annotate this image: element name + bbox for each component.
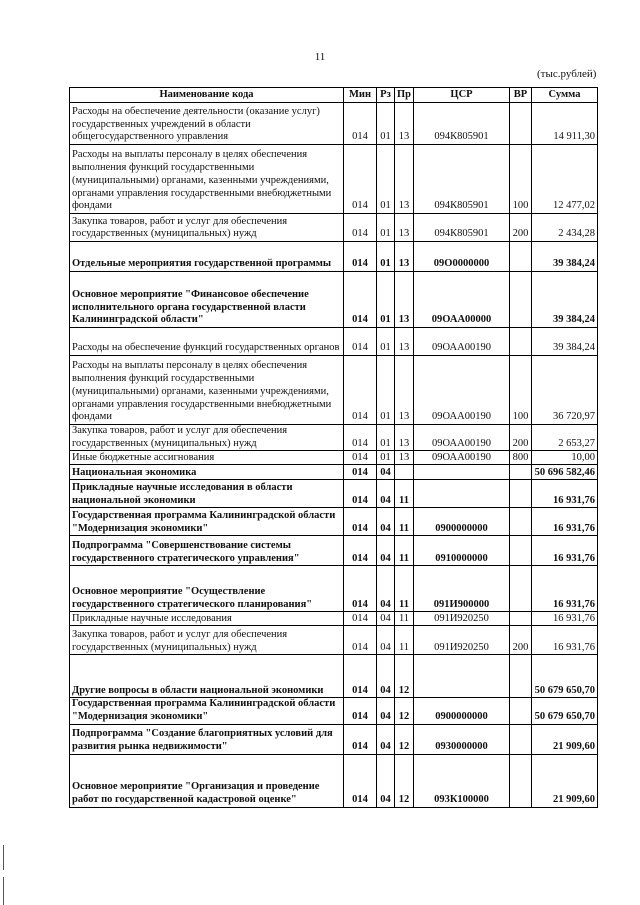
- cell-vr: [510, 242, 532, 272]
- cell-name: Расходы на выплаты персоналу в целях обеспечения выполнения функций государственными (муниципальными) органами, казенными учреждениями, органами управления государственными внебюджетными фондами: [70, 356, 344, 425]
- cell-csr: 094К805901: [414, 145, 510, 214]
- cell-vr: 800: [510, 451, 532, 465]
- cell-sum: 12 477,02: [532, 145, 598, 214]
- table-row: [70, 272, 598, 328]
- cell-pr: 12: [395, 724, 414, 754]
- cell-vr: [510, 328, 532, 356]
- cell-pr: 12: [395, 655, 414, 698]
- cell-csr: 091И920250: [414, 612, 510, 626]
- cell-min: 014: [344, 242, 377, 272]
- cell-min: 014: [344, 612, 377, 626]
- cell-vr: 200: [510, 214, 532, 242]
- table-row: [70, 242, 598, 272]
- cell-pr: 11: [395, 480, 414, 508]
- cell-vr: 100: [510, 356, 532, 425]
- cell-name: Национальная экономика: [70, 465, 344, 480]
- cell-rz: 04: [377, 754, 395, 807]
- cell-csr: 0900000000: [414, 508, 510, 536]
- cell-rz: 04: [377, 480, 395, 508]
- cell-vr: 200: [510, 626, 532, 655]
- header-vr: ВР: [510, 88, 532, 103]
- units-label: (тыс.рублей): [537, 68, 597, 80]
- cell-min: 014: [344, 508, 377, 536]
- cell-rz: 04: [377, 536, 395, 566]
- header-sum: Сумма: [532, 88, 598, 103]
- cell-vr: [510, 272, 532, 328]
- header-name: Наименование кода: [70, 88, 344, 103]
- cell-sum: 16 931,76: [532, 566, 598, 612]
- cell-min: 014: [344, 328, 377, 356]
- cell-min: 014: [344, 451, 377, 465]
- cell-sum: 50 679 650,70: [532, 655, 598, 698]
- cell-csr: 09ОАА00000: [414, 272, 510, 328]
- cell-vr: [510, 536, 532, 566]
- budget-table: [69, 87, 598, 808]
- cell-sum: 36 720,97: [532, 356, 598, 425]
- cell-name: Подпрограмма "Совершенствование системы государственного стратегического управления": [70, 536, 344, 566]
- cell-pr: 13: [395, 328, 414, 356]
- cell-csr: [414, 480, 510, 508]
- table-row: [70, 451, 598, 465]
- cell-sum: 16 931,76: [532, 480, 598, 508]
- table-row: [70, 508, 598, 536]
- cell-sum: 39 384,24: [532, 242, 598, 272]
- cell-pr: 13: [395, 272, 414, 328]
- cell-rz: 04: [377, 612, 395, 626]
- cell-min: 014: [344, 536, 377, 566]
- cell-rz: 04: [377, 465, 395, 480]
- cell-csr: 09ОАА00190: [414, 328, 510, 356]
- cell-csr: 09О0000000: [414, 242, 510, 272]
- cell-name: Закупка товаров, работ и услуг для обеспечения государственных (муниципальных) нужд: [70, 626, 344, 655]
- cell-min: 014: [344, 356, 377, 425]
- cell-pr: 11: [395, 626, 414, 655]
- cell-min: 014: [344, 724, 377, 754]
- cell-min: 014: [344, 103, 377, 145]
- cell-rz: 04: [377, 508, 395, 536]
- cell-pr: 13: [395, 242, 414, 272]
- cell-min: 014: [344, 145, 377, 214]
- cell-csr: [414, 465, 510, 480]
- table-row: [70, 145, 598, 214]
- cell-csr: 09ОАА00190: [414, 451, 510, 465]
- cell-sum: 16 931,76: [532, 536, 598, 566]
- cell-csr: 0900000000: [414, 698, 510, 724]
- page-number: 11: [314, 51, 326, 63]
- cell-name: Расходы на обеспечение деятельности (оказание услуг) государственных учреждений в области общегосударственного управления: [70, 103, 344, 145]
- cell-sum: 10,00: [532, 451, 598, 465]
- cell-pr: 13: [395, 145, 414, 214]
- table-row: [70, 356, 598, 425]
- table-row: [70, 655, 598, 698]
- table-row: [70, 465, 598, 480]
- cell-sum: 14 911,30: [532, 103, 598, 145]
- cell-name: Расходы на выплаты персоналу в целях обеспечения выполнения функций государственными (муниципальными) органами, казенными учреждениями, органами управления государственными внебюджетными фондами: [70, 145, 344, 214]
- cell-vr: [510, 566, 532, 612]
- cell-pr: 13: [395, 214, 414, 242]
- cell-csr: 091И920250: [414, 626, 510, 655]
- cell-sum: 2 653,27: [532, 425, 598, 451]
- table-row: [70, 536, 598, 566]
- cell-name: Закупка товаров, работ и услуг для обеспечения государственных (муниципальных) нужд: [70, 214, 344, 242]
- table-row: [70, 698, 598, 724]
- cell-pr: 11: [395, 612, 414, 626]
- cell-pr: 13: [395, 425, 414, 451]
- cell-rz: 01: [377, 328, 395, 356]
- cell-name: Подпрограмма "Создание благоприятных условий для развития рынка недвижимости": [70, 724, 344, 754]
- cell-name: Основное мероприятие "Финансовое обеспечение исполнительного органа государственной власти Калининградской области": [70, 272, 344, 328]
- table-row: [70, 214, 598, 242]
- cell-sum: 21 909,60: [532, 724, 598, 754]
- cell-name: Иные бюджетные ассигнования: [70, 451, 344, 465]
- cell-min: 014: [344, 655, 377, 698]
- cell-rz: 01: [377, 103, 395, 145]
- cell-rz: 01: [377, 242, 395, 272]
- cell-csr: 0910000000: [414, 536, 510, 566]
- table-row: [70, 328, 598, 356]
- cell-min: 014: [344, 698, 377, 724]
- scan-margin-marks: [0, 845, 10, 905]
- cell-vr: [510, 724, 532, 754]
- cell-name: Отдельные мероприятия государственной программы: [70, 242, 344, 272]
- cell-rz: 04: [377, 655, 395, 698]
- cell-name: Закупка товаров, работ и услуг для обеспечения государственных (муниципальных) нужд: [70, 425, 344, 451]
- cell-vr: [510, 655, 532, 698]
- cell-pr: 12: [395, 754, 414, 807]
- cell-rz: 04: [377, 566, 395, 612]
- cell-min: 014: [344, 480, 377, 508]
- cell-vr: [510, 754, 532, 807]
- header-rz: Рз: [377, 88, 395, 103]
- cell-min: 014: [344, 425, 377, 451]
- cell-rz: 01: [377, 425, 395, 451]
- cell-min: 014: [344, 272, 377, 328]
- cell-rz: 04: [377, 724, 395, 754]
- table-row: [70, 626, 598, 655]
- cell-rz: 01: [377, 214, 395, 242]
- cell-csr: 094К805901: [414, 103, 510, 145]
- header-pr: Пр: [395, 88, 414, 103]
- header-min: Мин: [344, 88, 377, 103]
- cell-name: Основное мероприятие "Организация и проведение работ по государственной кадастровой оценке": [70, 754, 344, 807]
- cell-pr: 13: [395, 451, 414, 465]
- cell-pr: 13: [395, 103, 414, 145]
- cell-vr: [510, 698, 532, 724]
- cell-min: 014: [344, 626, 377, 655]
- cell-name: Прикладные научные исследования: [70, 612, 344, 626]
- cell-csr: 09ОАА00190: [414, 425, 510, 451]
- cell-csr: [414, 655, 510, 698]
- cell-pr: 12: [395, 698, 414, 724]
- cell-min: 014: [344, 754, 377, 807]
- cell-csr: 091И900000: [414, 566, 510, 612]
- cell-name: Основное мероприятие "Осуществление государственного стратегического планирования": [70, 566, 344, 612]
- cell-vr: [510, 508, 532, 536]
- cell-sum: 50 679 650,70: [532, 698, 598, 724]
- cell-pr: 13: [395, 356, 414, 425]
- table-row: [70, 480, 598, 508]
- cell-csr: 09ОАА00190: [414, 356, 510, 425]
- cell-min: 014: [344, 214, 377, 242]
- cell-csr: 0930000000: [414, 724, 510, 754]
- cell-name: Государственная программа Калининградской области "Модернизация экономики": [70, 698, 344, 724]
- cell-sum: 21 909,60: [532, 754, 598, 807]
- cell-sum: 39 384,24: [532, 328, 598, 356]
- cell-name: Государственная программа Калининградской области "Модернизация экономики": [70, 508, 344, 536]
- cell-pr: 11: [395, 536, 414, 566]
- cell-vr: [510, 465, 532, 480]
- table-row: [70, 425, 598, 451]
- cell-rz: 04: [377, 698, 395, 724]
- cell-name: Расходы на обеспечение функций государственных органов: [70, 328, 344, 356]
- cell-name: Другие вопросы в области национальной экономики: [70, 655, 344, 698]
- table-row: [70, 724, 598, 754]
- cell-sum: 16 931,76: [532, 612, 598, 626]
- cell-sum: 16 931,76: [532, 508, 598, 536]
- table-row: [70, 754, 598, 807]
- cell-rz: 01: [377, 145, 395, 214]
- cell-name: Прикладные научные исследования в области национальной экономики: [70, 480, 344, 508]
- cell-pr: 11: [395, 566, 414, 612]
- cell-rz: 01: [377, 356, 395, 425]
- cell-csr: 094К805901: [414, 214, 510, 242]
- cell-sum: 2 434,28: [532, 214, 598, 242]
- cell-pr: [395, 465, 414, 480]
- cell-sum: 50 696 582,46: [532, 465, 598, 480]
- table-header-row: [70, 88, 598, 103]
- cell-vr: [510, 480, 532, 508]
- cell-sum: 39 384,24: [532, 272, 598, 328]
- cell-min: 014: [344, 465, 377, 480]
- cell-vr: [510, 612, 532, 626]
- table-row: [70, 612, 598, 626]
- cell-csr: 093К100000: [414, 754, 510, 807]
- table-row: [70, 566, 598, 612]
- cell-rz: 01: [377, 451, 395, 465]
- cell-vr: 200: [510, 425, 532, 451]
- cell-rz: 01: [377, 272, 395, 328]
- cell-rz: 04: [377, 626, 395, 655]
- cell-vr: 100: [510, 145, 532, 214]
- header-csr: ЦСР: [414, 88, 510, 103]
- cell-vr: [510, 103, 532, 145]
- cell-pr: 11: [395, 508, 414, 536]
- cell-min: 014: [344, 566, 377, 612]
- cell-sum: 16 931,76: [532, 626, 598, 655]
- table-row: [70, 103, 598, 145]
